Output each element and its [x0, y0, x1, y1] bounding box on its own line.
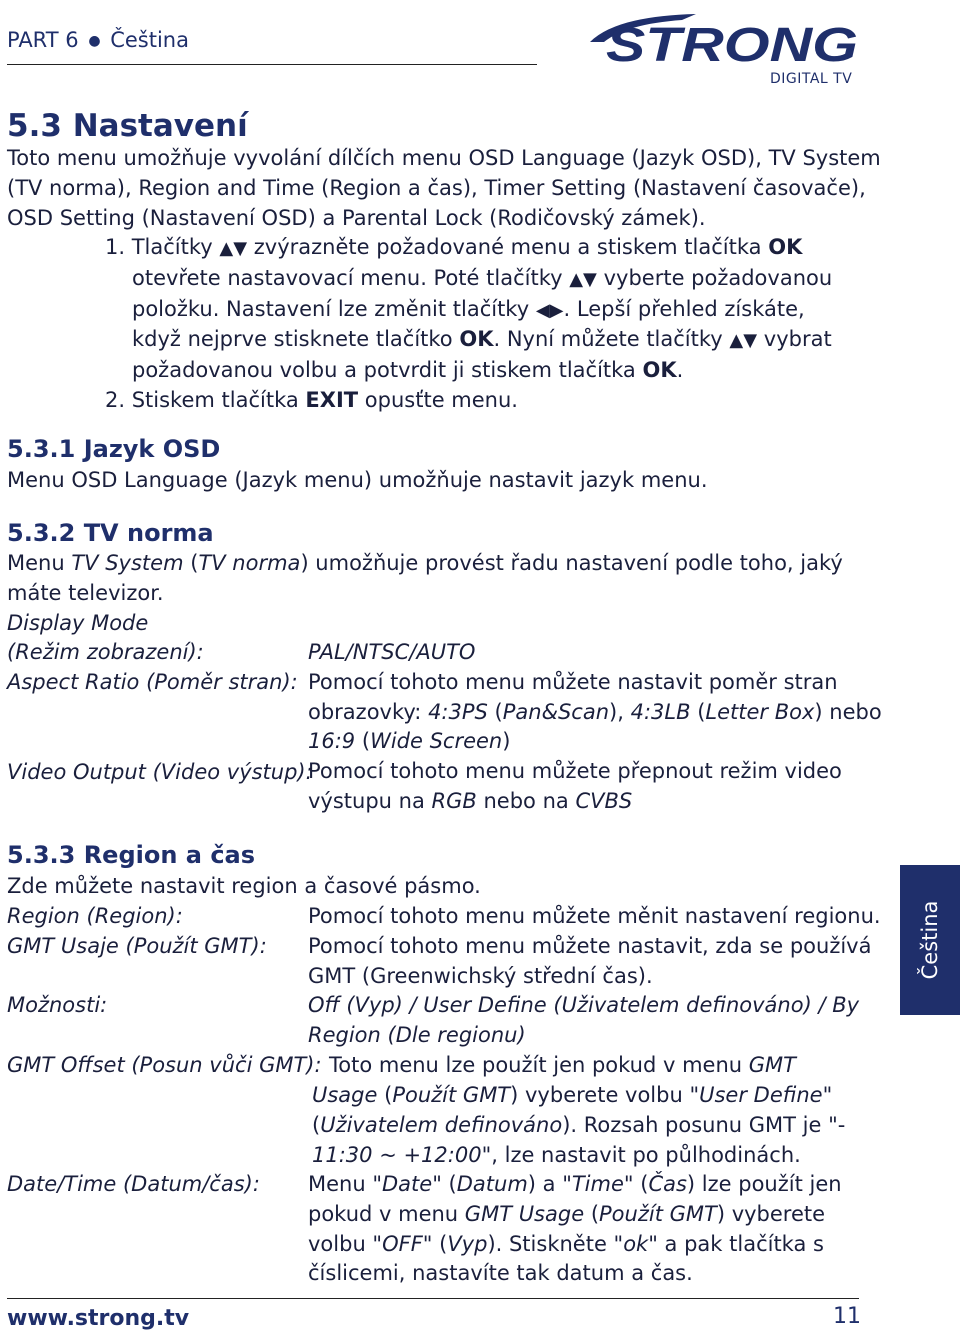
text: Letter Box: [705, 699, 815, 724]
step-text: vyberte požadovanou: [603, 265, 833, 290]
text: (: [312, 1112, 321, 1137]
bullet-icon: ●: [88, 33, 101, 49]
display-mode-label: Display Mode: [7, 610, 149, 635]
text: Použít GMT: [392, 1083, 511, 1107]
text: ). Stiskněte ": [487, 1231, 624, 1256]
section-title: 5.3 Nastavení: [7, 108, 248, 144]
exit-key-label: EXIT: [305, 387, 359, 412]
aspect-ratio-value: Pomocí tohoto menu můžete nastavit poměr stran: [308, 669, 838, 694]
gmt-usage-label: GMT Usaje (Použít GMT):: [7, 933, 267, 958]
text: Menu ": [308, 1172, 382, 1196]
intro-line: OSD Setting (Nastavení OSD) a Parental Lock (Rodičovský zámek).: [7, 205, 706, 230]
text: (: [494, 699, 503, 724]
text: Usage: [312, 1083, 378, 1107]
text: Menu: [7, 551, 65, 575]
step-text: otevřete nastavovací menu. Poté tlačítky: [132, 265, 563, 290]
text: Datum: [456, 1172, 528, 1196]
step-1-line-4: [105, 325, 832, 356]
display-mode-value: PAL/NTSC/AUTO: [308, 640, 476, 664]
ok-key-label: OK: [642, 358, 677, 383]
text: ", lze nastavit po půlhodinách.: [481, 1142, 801, 1167]
text: Time: [571, 1172, 624, 1196]
up-down-arrows-icon: ▲▼: [729, 330, 758, 352]
text: číslicemi, nastavíte tak datum a čas.: [308, 1261, 693, 1286]
text: 4:3LB: [630, 699, 691, 724]
text: Vyp: [447, 1231, 488, 1256]
footer-divider: [7, 1298, 859, 1299]
options-label: Možnosti:: [7, 993, 108, 1018]
step-text: opusťte menu.: [364, 387, 518, 412]
text: OFF: [382, 1231, 423, 1256]
text: User Define: [699, 1083, 823, 1107]
text: ),: [609, 699, 624, 724]
text: TV norma: [198, 551, 301, 575]
gmt-offset-label: GMT Offset (Posun vůči GMT):: [7, 1052, 322, 1077]
text: 11:30 ~ +12:00: [312, 1142, 482, 1167]
aspect-ratio-value: [308, 727, 882, 757]
step-1-line-5: [105, 356, 832, 386]
text: ) vyberete: [716, 1201, 826, 1226]
text: Toto menu lze použít jen pokud v menu: [329, 1053, 743, 1077]
text: (: [361, 729, 371, 754]
subsection-title: 5.3.1 Jazyk OSD: [7, 435, 221, 463]
display-mode-label: (Režim zobrazení):: [7, 640, 204, 665]
strong-logo: [586, 6, 862, 66]
text: CVBS: [575, 788, 633, 813]
subsection-title: 5.3.2 TV norma: [7, 519, 214, 547]
step-1-line-1: [105, 233, 832, 264]
region-value: Pomocí tohoto menu můžete měnit nastavení regionu.: [308, 904, 881, 928]
step-text: položku. Nastavení lze změnit tlačítky: [132, 296, 530, 321]
ok-key-label: OK: [768, 235, 803, 259]
language-label: Čeština: [110, 28, 189, 52]
steps-list: [105, 233, 832, 416]
text: ) vyberete volbu ": [510, 1083, 700, 1107]
text: Čas: [648, 1172, 687, 1196]
logo-text: STRONG: [606, 19, 858, 66]
text: ): [502, 729, 511, 754]
text: " (: [422, 1231, 448, 1256]
region-intro: Zde můžete nastavit region a časové pásmo.: [7, 874, 481, 898]
text: Pan&Scan: [502, 699, 610, 724]
date-time-value: [308, 1170, 842, 1289]
up-down-arrows-icon: ▲▼: [569, 268, 597, 290]
header-part-label: [7, 28, 189, 52]
video-output-value: Pomocí tohoto menu můžete přepnout režim video: [308, 759, 842, 784]
text: " (: [623, 1172, 649, 1196]
step-text: vybrat: [763, 327, 832, 352]
aspect-ratio-value: [308, 698, 882, 728]
gmt-usage-value: Pomocí tohoto menu můžete nastavit, zda se používá: [308, 933, 872, 958]
text: " (: [432, 1172, 457, 1196]
text: Date: [382, 1172, 433, 1196]
step-text: požadovanou volbu a potvrdit ji stiskem tlačítka: [132, 358, 636, 383]
step-text: . Lepší přehled získáte,: [563, 296, 805, 321]
gmt-usage-value: GMT (Greenwichský střední čas).: [308, 963, 653, 988]
step-1-line-2: [105, 264, 832, 295]
text: výstupu na: [308, 788, 425, 813]
step-2: [105, 386, 832, 416]
step-text: zvýrazněte požadované menu a stiskem tlačítka: [253, 235, 762, 259]
options-value: Region (Dle regionu): [308, 1023, 526, 1048]
header-divider: [7, 64, 537, 65]
video-output-label: Video Output (Video výstup):: [7, 759, 313, 784]
page-number: 11: [833, 1304, 861, 1329]
text: ": [822, 1083, 833, 1107]
gmt-offset-first-line: [329, 1051, 796, 1081]
tv-norma-values: [308, 638, 882, 817]
step-text: když nejprve stisknete tlačítko: [132, 327, 453, 352]
text: GMT Usage: [464, 1201, 585, 1226]
text: " a pak tlačítka s: [648, 1231, 824, 1256]
step-text: .: [676, 358, 684, 383]
text: pokud v menu: [308, 1201, 459, 1226]
region-values: [308, 902, 881, 1051]
text: ) a ": [527, 1172, 572, 1196]
text: (: [590, 1201, 600, 1226]
text: (: [384, 1083, 393, 1107]
text: Wide Screen: [370, 729, 503, 754]
region-label: Region (Region):: [7, 903, 183, 928]
logo-tagline: DIGITAL TV: [770, 71, 853, 87]
video-output-value: [308, 787, 882, 817]
text: GMT: [748, 1053, 797, 1077]
text: Uživatelem definováno: [320, 1112, 563, 1137]
text: obrazovky:: [308, 699, 422, 724]
text: volbu ": [308, 1231, 383, 1256]
text: máte televizor.: [7, 580, 164, 605]
step-text: 1. Tlačítky: [105, 235, 213, 259]
text: nebo na: [483, 788, 569, 813]
intro-line: (TV norma), Region and Time (Region a čas), Timer Setting (Nastavení časovače),: [7, 175, 866, 200]
intro-paragraph: [7, 144, 881, 233]
text: (: [697, 699, 706, 724]
language-side-tab: [900, 865, 960, 1015]
side-tab-label: Čeština: [918, 900, 942, 980]
intro-line: Toto menu umožňuje vyvolání dílčích menu OSD Language (Jazyk OSD), TV System: [7, 146, 881, 170]
gmt-offset-value: [312, 1081, 845, 1170]
step-text: 2. Stiskem tlačítka: [105, 387, 299, 412]
text: RGB: [431, 788, 477, 813]
options-value: Off (Vyp) / User Define (Uživatelem definováno) / By: [308, 993, 860, 1018]
step-1-line-3: [105, 295, 832, 326]
text: TV System: [71, 551, 184, 575]
subsection-text: Menu OSD Language (Jazyk menu) umožňuje nastavit jazyk menu.: [7, 468, 708, 492]
text: 16:9: [308, 729, 356, 754]
ok-key-label: OK: [459, 327, 494, 352]
text: (: [190, 551, 199, 575]
step-text: . Nyní můžete tlačítky: [493, 327, 723, 352]
footer-url: www.strong.tv: [7, 1306, 190, 1331]
text: Použít GMT: [599, 1201, 717, 1226]
text: ok: [623, 1231, 649, 1256]
text: 4:3PS: [428, 699, 488, 724]
text: ) nebo: [814, 699, 882, 724]
text: ) umožňuje provést řadu nastavení podle toho, jaký: [300, 551, 843, 575]
left-right-arrows-icon: ◀▶: [535, 299, 564, 321]
aspect-ratio-label: Aspect Ratio (Poměr stran):: [7, 670, 298, 695]
up-down-arrows-icon: ▲▼: [219, 238, 248, 259]
part-number: PART 6: [7, 28, 79, 52]
text: ). Rozsah posunu GMT je "-: [562, 1112, 846, 1137]
date-time-label: Date/Time (Datum/čas):: [7, 1171, 260, 1196]
subsection-title: 5.3.3 Region a čas: [7, 841, 256, 869]
text: ) lze použít jen: [686, 1172, 842, 1196]
